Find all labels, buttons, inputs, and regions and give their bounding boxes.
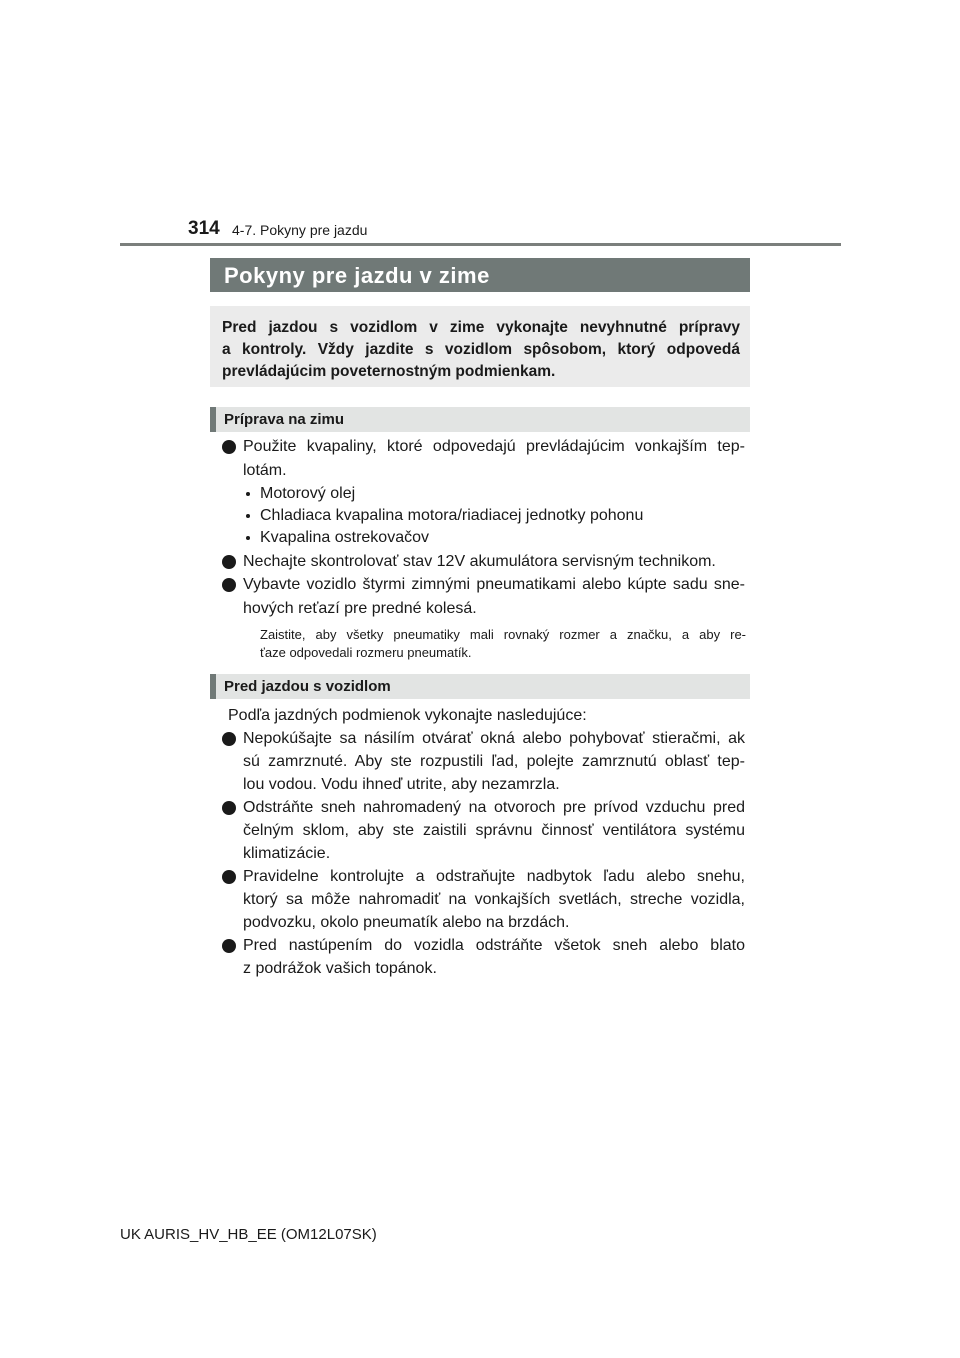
bullet-icon — [222, 578, 236, 592]
bullet-text: sú zamrznuté. Aby ste rozpustili ľad, polejte zamrznutú oblasť tep- — [243, 753, 745, 770]
bullet-icon — [222, 870, 236, 884]
sub-bullet-text: Chladiaca kvapalina motora/riadiacej jednotky pohonu — [260, 507, 644, 524]
sub-bullet-icon — [246, 514, 250, 518]
bullet-text: Použite kvapaliny, ktoré odpovedajú prevládajúcim vonkajším tep- — [243, 438, 745, 455]
header-divider — [120, 243, 841, 246]
bullet-text: Pred nastúpením do vozidla odstráňte všetok sneh alebo blato — [243, 937, 745, 954]
bullet-text: Nepokúšajte sa násilím otvárať okná alebo pohybovať stieračmi, ak — [243, 730, 745, 747]
intro-line: Pred jazdou s vozidlom v zime vykonajte nevyhnutné prípravy — [222, 319, 740, 336]
bullet-text: lotám. — [243, 462, 287, 479]
bullet-text: z podrážok vašich topánok. — [243, 960, 437, 977]
sub-bullet-icon — [246, 492, 250, 496]
bullet-text: Vybavte vozidlo štyrmi zimnými pneumatikami alebo kúpte sadu sne- — [243, 576, 745, 593]
subheading-winter-prep: Príprava na zimu — [210, 407, 750, 432]
intro-line: prevládajúcim poveternostným podmienkam. — [222, 363, 556, 380]
intro-line: a kontroly. Vždy jazdite s vozidlom spôsobom, ktorý odpovedá — [222, 341, 740, 358]
subheading-before-driving: Pred jazdou s vozidlom — [210, 674, 750, 699]
bullet-text: Nechajte skontrolovať stav 12V akumulátora servisným technikom. — [243, 553, 716, 570]
page-number: 314 — [188, 218, 220, 239]
bullet-text: čelným sklom, aby ste zaistili správnu činnosť ventilátora systému — [243, 822, 745, 839]
bullet-text: hových reťazí pre predné kolesá. — [243, 600, 477, 617]
bullet-text: ktorý sa môže nahromadiť na vonkajších svetlách, streche vozidla, — [243, 891, 745, 908]
bullet-text: podvozku, okolo pneumatík alebo na brzdách. — [243, 914, 570, 931]
sub-bullet-text: Motorový olej — [260, 485, 356, 502]
section-title: 4-7. Pokyny pre jazdu — [232, 222, 368, 238]
bullet-icon — [222, 440, 236, 454]
intro-box — [210, 306, 750, 387]
page-title: Pokyny pre jazdu v zime — [210, 258, 750, 292]
bullet-text: Odstráňte sneh nahromadený na otvoroch pre prívod vzduchu pred — [243, 799, 745, 816]
bullet-icon — [222, 555, 236, 569]
bullet-text: Pravidelne kontrolujte a odstraňujte nadbytok ľadu alebo snehu, — [243, 868, 745, 885]
sub-bullet-text: Kvapalina ostrekovačov — [260, 529, 429, 546]
bullet-text: klimatizácie. — [243, 845, 331, 862]
bullet-icon — [222, 732, 236, 746]
lead-text: Podľa jazdných podmienok vykonajte nasledujúce: — [228, 707, 587, 724]
bullet-text: lou vodou. Vodu ihneď utrite, aby nezamrzla. — [243, 776, 560, 793]
bullet-icon — [222, 939, 236, 953]
footer-model-code: UK AURIS_HV_HB_EE (OM12L07SK) — [120, 1226, 377, 1243]
sub-bullet-icon — [246, 536, 250, 540]
note-text: ťaze odpovedali rozmeru pneumatík. — [260, 645, 472, 660]
bullet-icon — [222, 801, 236, 815]
note-text: Zaistite, aby všetky pneumatiky mali rovnaký rozmer a značku, a aby re- — [260, 627, 746, 642]
